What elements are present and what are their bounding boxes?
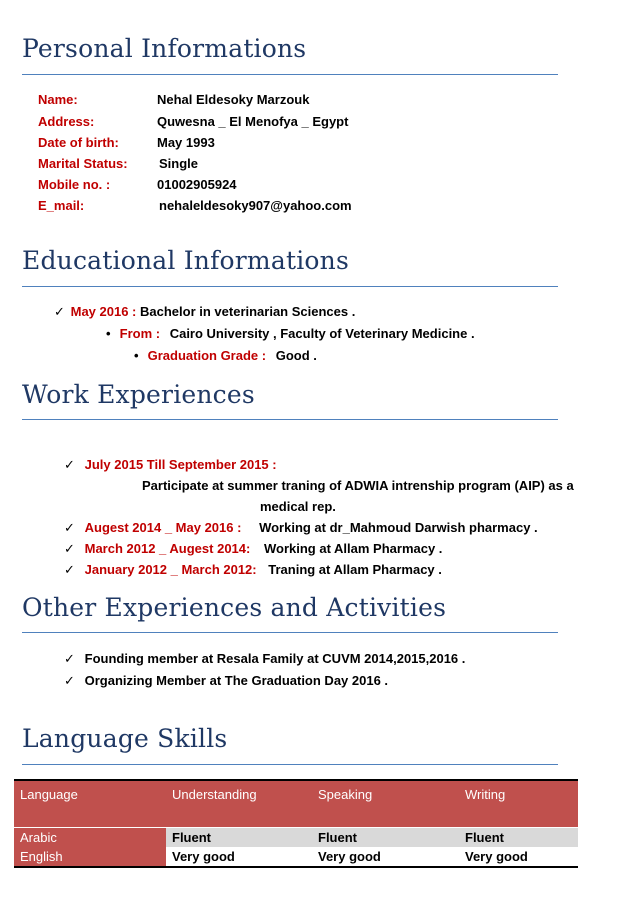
other-item-1-text: Founding member at Resala Family at CUVM 2014,2015,2016 . bbox=[84, 651, 466, 666]
work-item-1-desc-line2: medical rep. bbox=[260, 499, 336, 514]
dob-value: May 1993 bbox=[157, 135, 215, 150]
work-rule bbox=[22, 419, 558, 420]
education-grade-line bbox=[134, 348, 317, 363]
row-understanding: Fluent bbox=[166, 828, 312, 848]
marital-label: Marital Status: bbox=[38, 156, 128, 171]
dob-label: Date of birth: bbox=[38, 135, 119, 150]
mobile-value: 01002905924 bbox=[157, 177, 237, 192]
work-item-4-desc: Traning at Allam Pharmacy . bbox=[268, 562, 442, 577]
work-item-3-desc: Working at Allam Pharmacy . bbox=[263, 541, 443, 556]
row-understanding: Very good bbox=[166, 847, 312, 867]
row-speaking: Very good bbox=[312, 847, 459, 867]
language-table-header bbox=[14, 780, 578, 828]
mobile-label: Mobile no. : bbox=[38, 177, 111, 192]
col-writing: Writing bbox=[459, 780, 578, 828]
other-item-2-text: Organizing Member at The Graduation Day 2016 . bbox=[84, 673, 389, 688]
work-item-4-period: January 2012 _ March 2012: bbox=[84, 562, 257, 577]
work-item-2-period: Augest 2014 _ May 2016 : bbox=[84, 520, 242, 535]
address-value: Quwesna _ El Menofya _ Egypt bbox=[157, 114, 349, 129]
col-language: Language bbox=[14, 780, 166, 828]
language-rule bbox=[22, 764, 558, 765]
name-label: Name: bbox=[38, 92, 78, 107]
name-value: Nehal Eldesoky Marzouk bbox=[157, 92, 310, 107]
work-item-1-desc-line1: Participate at summer traning of ADWIA intrenship program (AIP) as a bbox=[142, 478, 574, 493]
degree-title: Bachelor in veterinarian Sciences . bbox=[140, 304, 356, 319]
work-item-3-period: March 2012 _ Augest 2014: bbox=[84, 541, 251, 556]
work-item-3 bbox=[64, 541, 442, 557]
personal-heading: Personal Informations bbox=[22, 34, 307, 63]
education-degree-line bbox=[54, 304, 355, 320]
col-understanding: Understanding bbox=[166, 780, 312, 828]
grade-label: Graduation Grade : bbox=[147, 348, 267, 363]
grade-value: Good . bbox=[275, 348, 317, 363]
row-language: Arabic bbox=[14, 828, 166, 848]
other-rule bbox=[22, 632, 558, 633]
bullet-icon: • bbox=[134, 348, 139, 363]
row-speaking: Fluent bbox=[312, 828, 459, 848]
personal-rule bbox=[22, 74, 558, 75]
other-item-1 bbox=[64, 651, 465, 667]
work-item-2 bbox=[64, 520, 538, 536]
education-heading: Educational Informations bbox=[22, 246, 349, 275]
education-rule bbox=[22, 286, 558, 287]
row-language: English bbox=[14, 847, 166, 867]
language-heading: Language Skills bbox=[22, 724, 228, 753]
address-label: Address: bbox=[38, 114, 95, 129]
degree-date: May 2016 : bbox=[70, 304, 137, 319]
check-icon: ✓ bbox=[54, 304, 65, 319]
row-writing: Fluent bbox=[459, 828, 578, 848]
bullet-icon: • bbox=[106, 326, 111, 341]
work-item-1-period: July 2015 Till September 2015 : bbox=[84, 457, 277, 472]
work-heading: Work Experiences bbox=[22, 380, 255, 409]
check-icon: ✓ bbox=[64, 541, 75, 556]
col-speaking: Speaking bbox=[312, 780, 459, 828]
check-icon: ✓ bbox=[64, 673, 75, 688]
work-item-1-period-line bbox=[64, 457, 277, 473]
from-value: Cairo University , Faculty of Veterinary Medicine . bbox=[169, 326, 475, 341]
work-item-4 bbox=[64, 562, 442, 578]
email-value[interactable]: nehaleldesoky907@yahoo.com bbox=[159, 198, 352, 213]
check-icon: ✓ bbox=[64, 651, 75, 666]
from-label: From : bbox=[119, 326, 161, 341]
marital-value: Single bbox=[159, 156, 199, 171]
check-icon: ✓ bbox=[64, 457, 75, 472]
work-item-2-desc: Working at dr_Mahmoud Darwish pharmacy . bbox=[259, 520, 538, 535]
education-from-line bbox=[106, 326, 475, 341]
language-table bbox=[14, 779, 578, 868]
row-writing: Very good bbox=[459, 847, 578, 867]
other-item-2 bbox=[64, 673, 388, 689]
check-icon: ✓ bbox=[64, 520, 75, 535]
other-heading: Other Experiences and Activities bbox=[22, 593, 447, 622]
table-row bbox=[14, 847, 578, 867]
table-row bbox=[14, 828, 578, 848]
email-label: E_mail: bbox=[38, 198, 85, 213]
check-icon: ✓ bbox=[64, 562, 75, 577]
